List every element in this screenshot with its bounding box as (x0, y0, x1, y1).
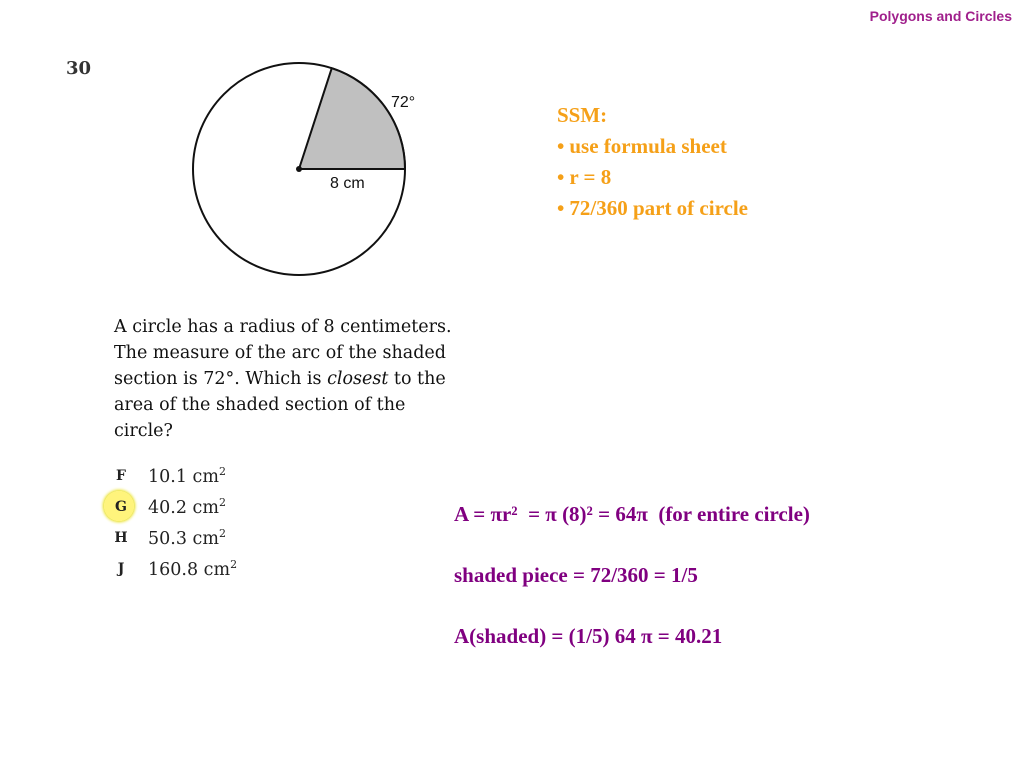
question-text (114, 314, 554, 444)
question-line: A circle has a radius of 8 centimeters. (114, 317, 452, 337)
solution-line: A(shaded) = (1/5) 64 π = 40.21 (454, 624, 723, 648)
ssm-bullet: • 72/360 part of circle (557, 193, 748, 224)
ssm-bullet: • use formula sheet (557, 131, 748, 162)
worked-solution (454, 502, 810, 685)
question-line (114, 366, 554, 392)
page-header-title: Polygons and Circles (869, 8, 1012, 24)
ssm-title: SSM: (557, 103, 608, 127)
choice-h[interactable] (104, 522, 237, 553)
radius-label: 8 cm (330, 175, 365, 192)
choice-value: 50.3 $cm^2$ (148, 526, 226, 549)
choice-g[interactable] (104, 491, 237, 522)
center-point (296, 166, 302, 172)
choice-letter: G (115, 498, 127, 515)
choice-j[interactable] (104, 553, 237, 584)
ssm-notes (557, 100, 748, 224)
choice-value: 10.1 $cm^2$ (148, 464, 226, 487)
emphasis-closest: closest (327, 369, 389, 389)
choice-letter: F (116, 467, 126, 484)
answer-choices (104, 460, 237, 584)
choice-value: 160.8 $cm^2$ (148, 557, 238, 580)
solution-line: A = πr² = π (8)² = 64π (for entire circle) (454, 502, 810, 526)
ssm-bullet: • r = 8 (557, 162, 748, 193)
question-text-part: to the (388, 369, 446, 389)
ssm-list (557, 131, 748, 224)
circle-diagram (180, 55, 430, 285)
solution-line: shaded piece = 72/360 = 1/5 (454, 563, 698, 587)
choice-letter: H (114, 529, 128, 546)
question-line: area of the shaded section of the (114, 395, 406, 415)
angle-label: 72° (391, 94, 416, 111)
choice-f[interactable] (104, 460, 237, 491)
choice-letter: J (117, 560, 125, 577)
question-line: circle? (114, 421, 173, 441)
question-line: The measure of the arc of the shaded (114, 343, 446, 363)
question-text-part: section is 72°. Which is (114, 369, 328, 389)
question-number: 30 (66, 58, 92, 79)
choice-value: 40.2 $cm^2$ (148, 495, 226, 518)
